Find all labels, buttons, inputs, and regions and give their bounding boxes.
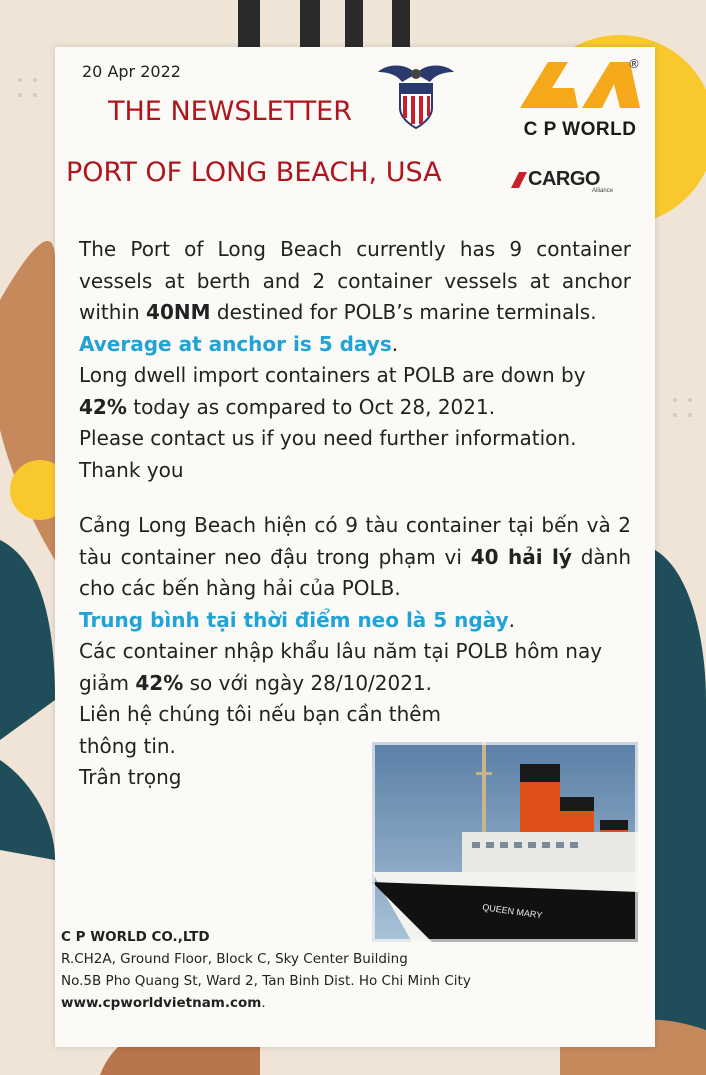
english-paragraph-3: Please contact us if you need further information. [79, 426, 577, 450]
newsletter-date: 20 Apr 2022 [82, 62, 181, 81]
cargo-logo-sub: Alliance [592, 188, 614, 194]
vietnamese-paragraph-2: Các container nhập khẩu lâu năm tại POLB hôm nay giảm 42% so với ngày 28/10/2021. [79, 639, 603, 695]
english-paragraph-1: The Port of Long Beach currently has 9 container vessels at berth and 2 container vessels at anchor within 40NM destined for POLB’s marine terminals. [79, 237, 631, 324]
vietnamese-highlight: Trung bình tại thời điểm neo là 5 ngày. [79, 607, 515, 632]
cargo-logo-icon [509, 170, 529, 190]
company-name: C P WORLD CO.,LTD [61, 929, 210, 945]
english-body [79, 234, 631, 486]
english-paragraph-2: Long dwell import containers at POLB are down by 42% today as compared to Oct 28, 2021. [79, 363, 586, 419]
newsletter-subtitle: PORT OF LONG BEACH, USA [66, 157, 442, 188]
cargo-logo-text: CARGO [528, 168, 600, 190]
newsletter-title: THE NEWSLETTER [108, 96, 352, 127]
website-line: www.cpworldvietnam.com. [61, 995, 266, 1011]
vietnamese-paragraph-1: Cảng Long Beach hiện có 9 tàu container tại bến và 2 tàu container neo đậu trong phạm vi 40 hải lý dành cho các bến hàng hải của POLB. [79, 513, 631, 600]
vietnamese-closing: Trân trọng [79, 765, 182, 789]
footer-contact [61, 926, 471, 1014]
address-line-2: No.5B Pho Quang St, Ward 2, Tan Binh Dist. Ho Chi Minh City [61, 973, 471, 989]
vietnamese-paragraph-3b: thông tin. [79, 733, 176, 758]
website-link[interactable]: www.cpworldvietnam.com [61, 995, 262, 1011]
vietnamese-paragraph-3a: Liên hệ chúng tôi nếu bạn cần thêm [79, 702, 442, 726]
registered-mark: ® [628, 57, 640, 71]
cpworld-logo-text: C P WORLD [523, 119, 637, 140]
address-line-1: R.CH2A, Ground Floor, Block C, Sky Center Building [61, 951, 408, 967]
ship-photo [372, 742, 638, 942]
english-highlight: Average at anchor is 5 days. [79, 331, 399, 356]
english-closing: Thank you [79, 457, 184, 482]
cpworld-logo-icon [516, 58, 646, 118]
eagle-shield-icon [376, 62, 456, 130]
ship-name-text: QUEEN MARY [481, 902, 543, 921]
